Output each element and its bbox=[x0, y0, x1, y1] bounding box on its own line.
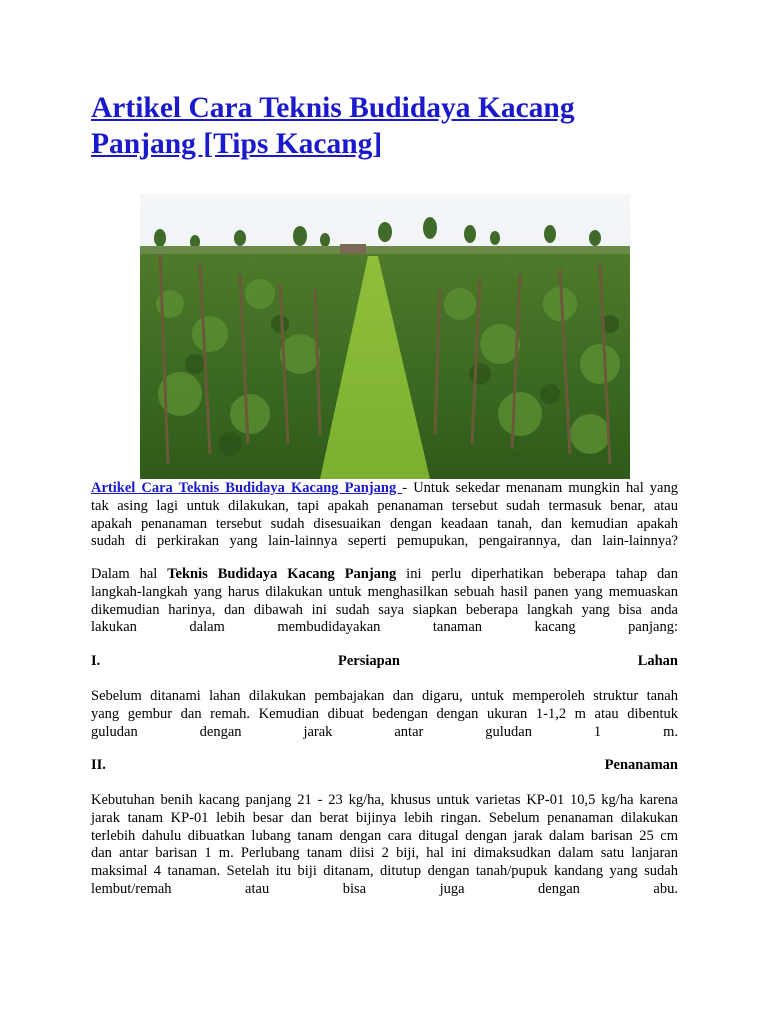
section-1-word-2: Lahan bbox=[637, 653, 678, 669]
section-2-word-1: Penanaman bbox=[604, 757, 678, 773]
para4-line-4: dan antar barisan 1 m. Perlubang tanam diisi 2 biji, hal ini dimaksudkan dalam satu lanjaran bbox=[91, 845, 678, 862]
article-title[interactable] bbox=[91, 90, 691, 162]
intro-line-4: sudah di perkirakan yang lain-lainnya seperti pemupukan, pengairannya, dan lain-lainnya? bbox=[91, 533, 678, 550]
title-line-1[interactable]: Artikel Cara Teknis Budidaya Kacang bbox=[91, 92, 575, 124]
section-1-word-1: Persiapan bbox=[337, 653, 400, 669]
section-2-number: II. bbox=[91, 757, 106, 773]
para2-line-1-pre: Dalam hal bbox=[91, 566, 168, 582]
para2-bold-term: Teknis Budidaya Kacang Panjang bbox=[167, 566, 397, 582]
para4-line-5: maksimal 4 tanaman. Setelah itu biji ditanam, ditutup dengan tanah/pupuk kandang yang sudah bbox=[91, 863, 678, 880]
para2-line-4: lakukan dalam membudidayakan tanaman kacang panjang: bbox=[91, 619, 678, 636]
intro-line-3: apakah penanaman tersebut sudah disesuaikan dengan keadaan tanah, dan kemudian apakah bbox=[91, 515, 678, 532]
intro-paragraph bbox=[91, 480, 678, 551]
para2-line-2: langkah-langkah yang harus dilakukan untuk menghasilkan sebuah hasil panen yang memuaskan bbox=[91, 583, 678, 600]
paragraph-2 bbox=[91, 566, 678, 637]
para3-line-3: guludan dengan jarak antar guludan 1 m. bbox=[91, 723, 678, 740]
section-1-heading bbox=[91, 653, 678, 671]
intro-article-link[interactable]: Artikel Cara Teknis Budidaya Kacang Panjang bbox=[91, 480, 403, 496]
para3-line-2: yang gembur dan remah. Kemudian dibuat bedengan dengan ukuran 1-1,2 m atau dibentuk bbox=[91, 705, 678, 722]
paragraph-4 bbox=[91, 792, 678, 899]
para4-line-2: jarak tanam KP-01 lebih besar dan berat bijinya lebih ringan. Sebelum penanaman dilakukan bbox=[91, 809, 678, 826]
para4-line-3: terlebih dahulu dibuatkan lubang tanam dengan cara ditugal dengan jarak dalam barisan 25 cm bbox=[91, 827, 678, 844]
para4-line-6: lembut/remah atau bisa juga dengan abu. bbox=[91, 880, 678, 897]
para3-line-1: Sebelum ditanami lahan dilakukan pembajakan dan digaru, untuk memperoleh struktur tanah bbox=[91, 688, 678, 704]
title-line-2[interactable]: Panjang [Tips Kacang] bbox=[91, 128, 383, 160]
para2-line-1-post: ini perlu diperhatikan beberapa tahap dan bbox=[396, 566, 678, 582]
long-bean-field-photo bbox=[140, 194, 630, 479]
section-1-number: I. bbox=[91, 653, 101, 669]
para2-line-3: dikemudian harinya, dan dibawah ini sudah saya siapkan beberapa langkah yang bisa anda bbox=[91, 601, 678, 618]
para4-line-1: Kebutuhan benih kacang panjang 21 - 23 kg/ha, khusus untuk varietas KP-01 10,5 kg/ha karena bbox=[91, 792, 678, 808]
intro-line-1-rest: - Untuk sekedar menanam mungkin hal yang bbox=[402, 480, 678, 496]
intro-line-2: tak asing lagi untuk dilakukan, tapi apakah penanaman tersebut sudah termasuk benar, atau bbox=[91, 497, 678, 514]
paragraph-3 bbox=[91, 688, 678, 741]
section-2-heading bbox=[91, 757, 678, 775]
